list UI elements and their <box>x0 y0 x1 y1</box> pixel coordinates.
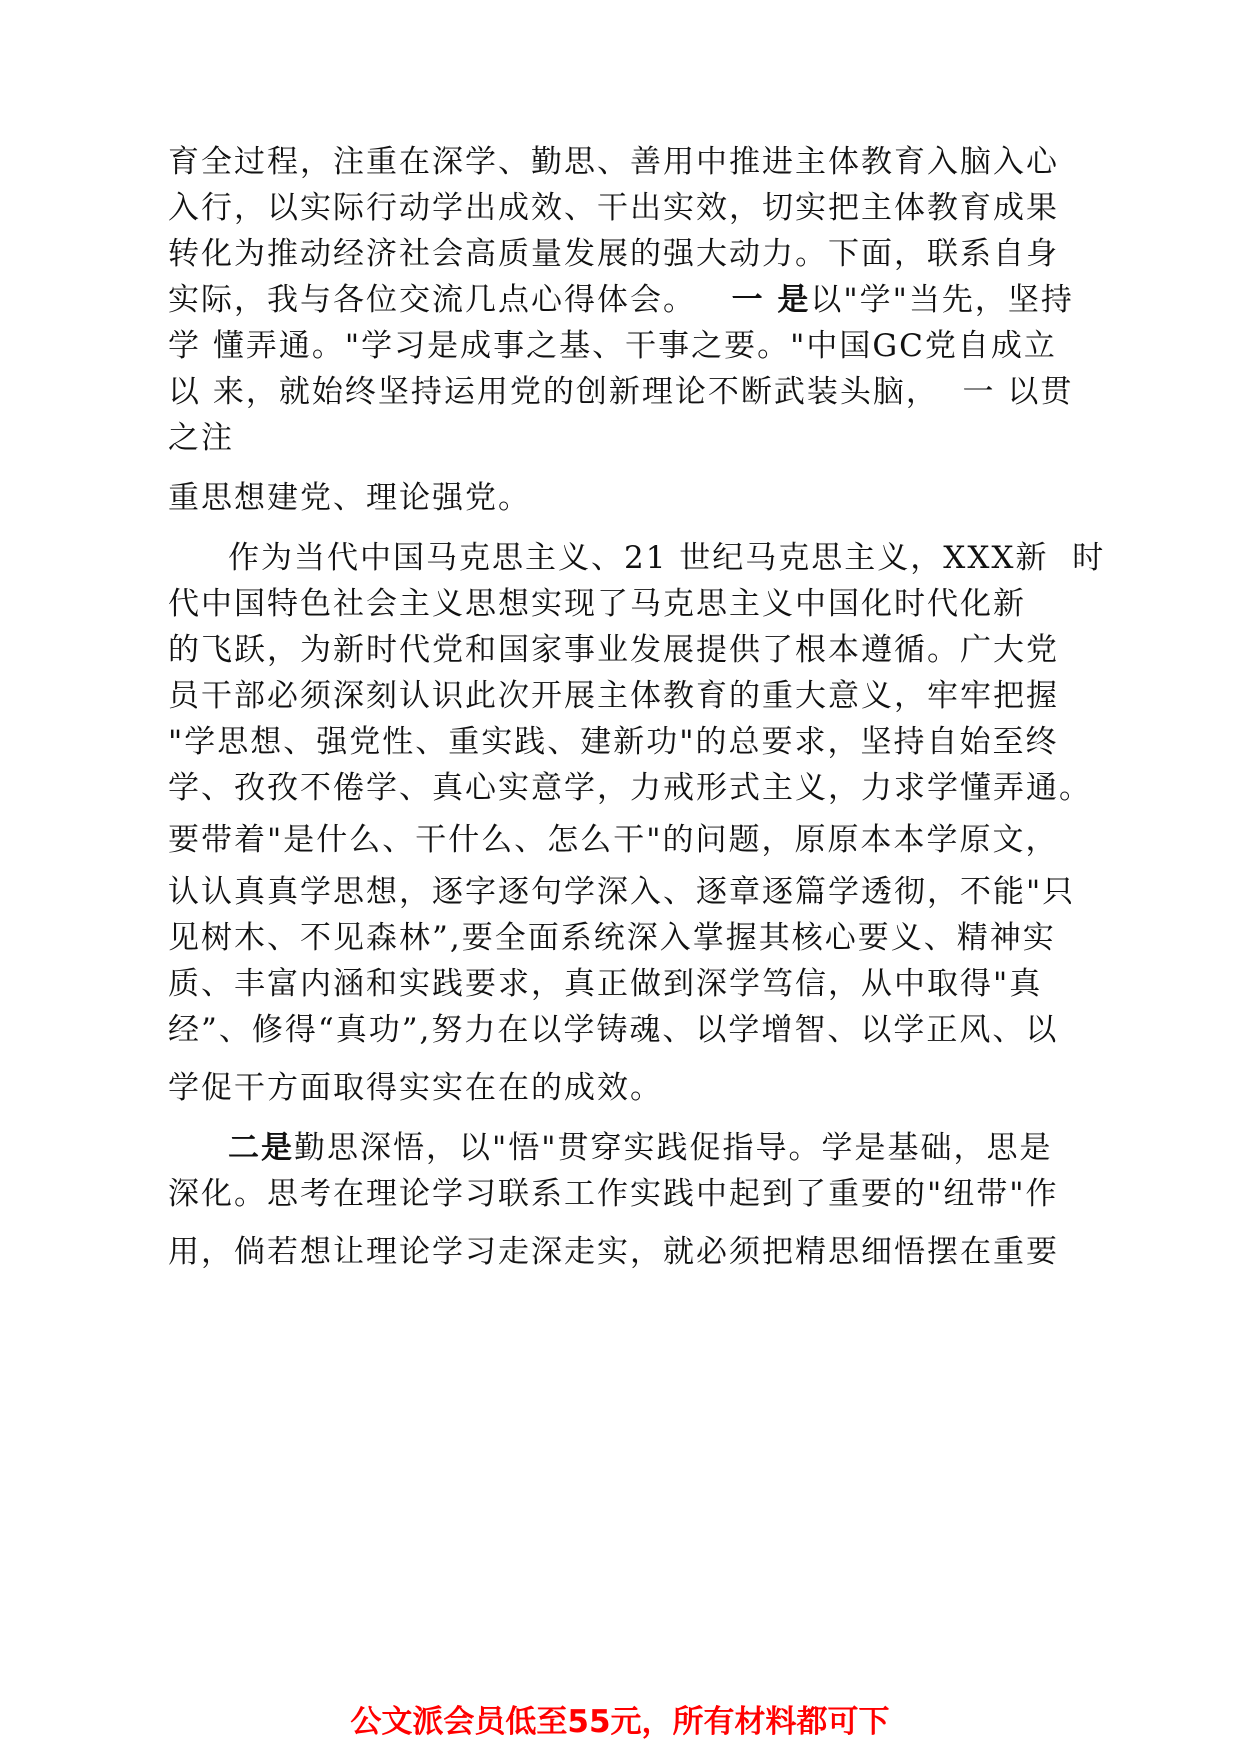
text-line: 学、孜孜不倦学、真心实意学，力戒形式主义，力求学懂弄通。 <box>168 770 1092 806</box>
text-line: 学 懂弄通。"学习是成事之基、干事之要。"中国GC党自成立 <box>168 328 1057 364</box>
text-segment: 以"学"当先，坚持 <box>810 282 1074 318</box>
text-line: 育全过程，注重在深学、勤思、善用中推进主体教育入脑入心 <box>168 144 1059 180</box>
text-line: 认认真真学思想，逐字逐句学深入、逐章逐篇学透彻，不能"只 <box>168 874 1076 910</box>
text-line: "学思想、强党性、重实践、建新功"的总要求，坚持自始至终 <box>168 724 1059 760</box>
promo-footer: 公文派会员低至55元，所有材料都可下 <box>350 1704 890 1740</box>
text-line: 入行，以实际行动学出成效、干出实效，切实把主体教育成果 <box>168 190 1059 226</box>
text-line: 重思想建党、理论强党。 <box>168 480 531 516</box>
text-line: 质、丰富内涵和实践要求，真正做到深学笃信，从中取得"真 <box>168 966 1043 1002</box>
paragraph-first-line: 作为当代中国马克思主义、21 世纪马克思主义，XXX新 时 <box>228 540 1106 576</box>
point-two-label: 二是 <box>228 1130 294 1166</box>
text-line: 以 来，就始终坚持运用党的创新理论不断武装头脑， 一 以贯 <box>168 374 1074 410</box>
text-line: 转化为推动经济社会高质量发展的强大动力。下面，联系自身 <box>168 236 1059 272</box>
text-line: 见树木、不见森林”,要全面系统深入掌握其核心要义、精神实 <box>168 920 1056 956</box>
text-line: 用，倘若想让理论学习走深走实，就必须把精思细悟摆在重要 <box>168 1234 1059 1270</box>
point-one-label: 一 是 <box>731 282 811 318</box>
text-line: 经”、修得“真功”,努力在以学铸魂、以学增智、以学正风、以 <box>168 1012 1059 1048</box>
text-line: 员干部必须深刻认识此次开展主体教育的重大意义，牢牢把握 <box>168 678 1059 714</box>
text-line: 代中国特色社会主义思想实现了马克思主义中国化时代化新 <box>168 586 1026 622</box>
text-line <box>168 280 1074 320</box>
text-segment: 实际，我与各位交流几点心得体会。 <box>168 282 696 318</box>
text-line: 学促干方面取得实实在在的成效。 <box>168 1070 663 1106</box>
text-line: 深化。思考在理论学习联系工作实践中起到了重要的"纽带"作 <box>168 1176 1059 1212</box>
text-segment: 勤思深悟，以"悟"贯穿实践促指导。学是基础，思是 <box>294 1130 1053 1166</box>
paragraph-first-line <box>228 1128 1053 1168</box>
text-line: 的飞跃，为新时代党和国家事业发展提供了根本遵循。广大党 <box>168 632 1059 668</box>
text-line: 之注 <box>168 420 234 456</box>
text-line: 要带着"是什么、干什么、怎么干"的问题，原原本本学原文， <box>168 822 1059 858</box>
